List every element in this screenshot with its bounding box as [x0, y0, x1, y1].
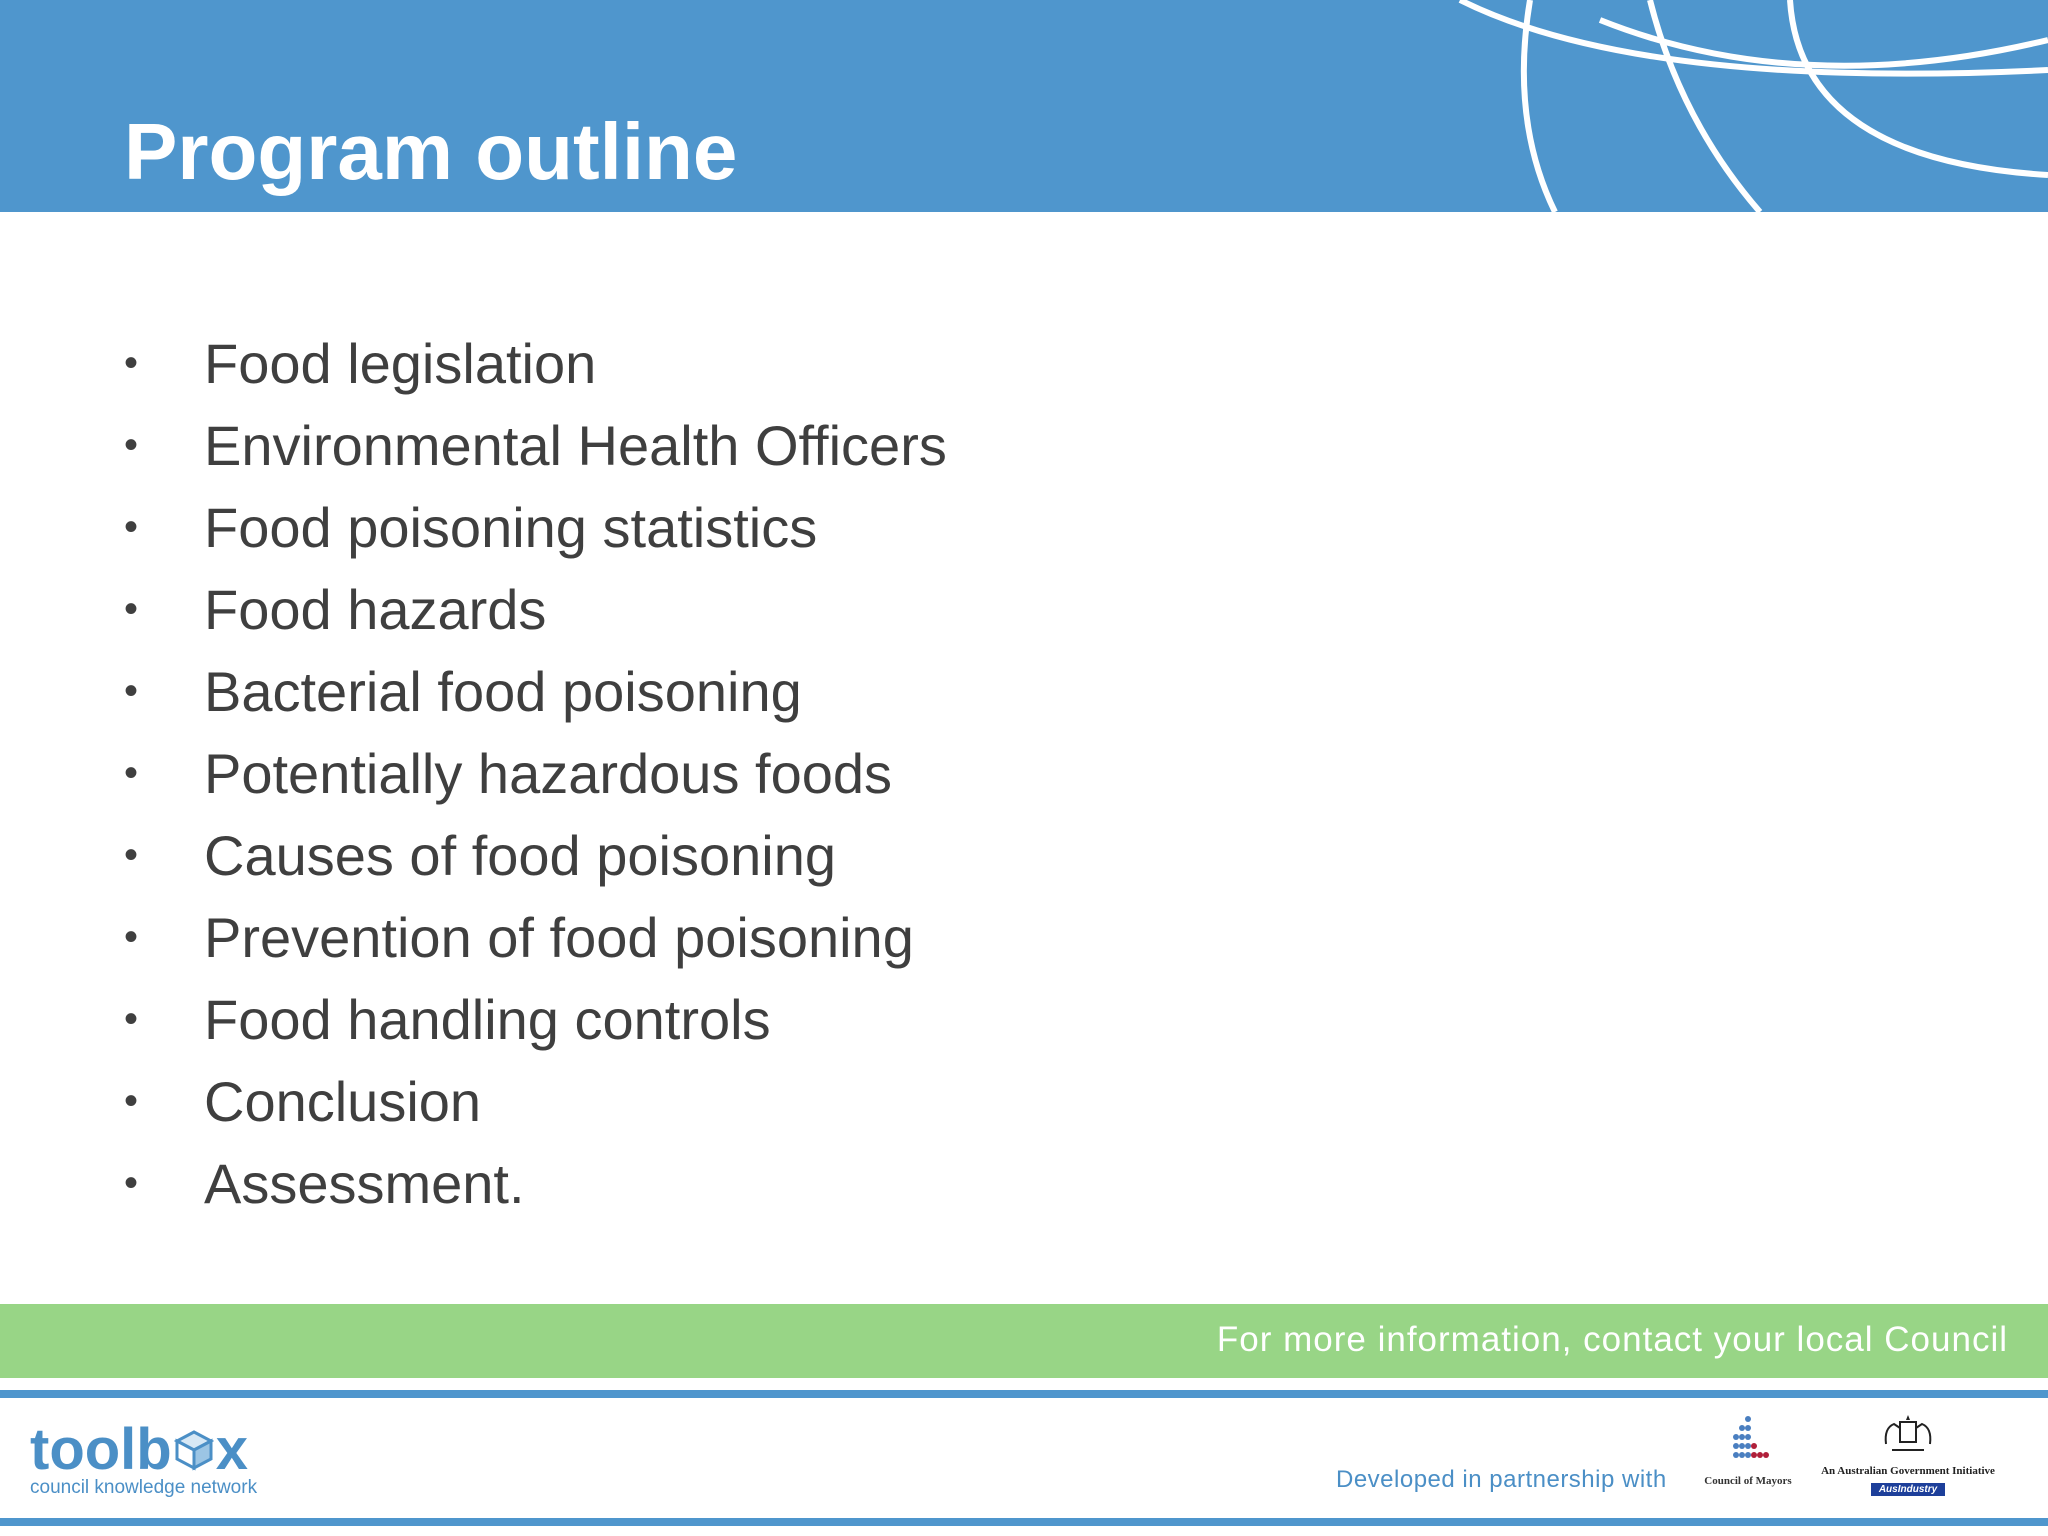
info-banner-text: For more information, contact your local Council — [1216, 1320, 2008, 1359]
bullet-item — [124, 486, 947, 568]
bullet-item — [124, 322, 947, 404]
cube-icon — [174, 1429, 214, 1471]
bullet-dot: • — [124, 586, 139, 631]
council-of-mayors-logo — [1700, 1414, 1796, 1487]
bullet-text: Food hazards — [204, 577, 547, 641]
bullet-dot: • — [124, 1078, 139, 1123]
bullet-item — [124, 404, 947, 486]
bullet-text: Bacterial food poisoning — [204, 659, 802, 723]
bullet-item — [124, 1142, 947, 1224]
bullet-text: Environmental Health Officers — [204, 413, 947, 477]
bullet-item — [124, 978, 947, 1060]
info-banner — [0, 1304, 2048, 1378]
bullet-text: Causes of food poisoning — [204, 823, 836, 887]
bullet-item — [124, 650, 947, 732]
bullet-dot: • — [124, 340, 139, 385]
council-of-mayors-label: Council of Mayors — [1704, 1475, 1792, 1487]
bullet-item — [124, 1060, 947, 1142]
bullet-list — [124, 322, 947, 1224]
toolbox-wordmark — [30, 1417, 257, 1482]
bullet-text: Assessment. — [204, 1151, 525, 1215]
toolbox-logo — [30, 1417, 258, 1498]
bullet-item — [124, 814, 947, 896]
bullet-dot: • — [124, 996, 139, 1041]
slide-header — [0, 0, 2048, 212]
footer-divider-top — [0, 1390, 2048, 1398]
partner-text: Developed in partnership with — [1336, 1466, 1667, 1493]
bullet-dot: • — [124, 422, 139, 467]
bullet-item — [124, 732, 947, 814]
bullet-dot: • — [124, 832, 139, 877]
bullet-dot: • — [124, 914, 139, 959]
bullet-text: Potentially hazardous foods — [204, 741, 892, 805]
footer-divider-bottom — [0, 1518, 2048, 1526]
bullet-item — [124, 896, 947, 978]
bullet-text: Food handling controls — [204, 987, 771, 1051]
ausindustry-badge: AusIndustry — [1871, 1483, 1945, 1496]
toolbox-word-right: x — [215, 1417, 248, 1482]
bullet-dot: • — [124, 504, 139, 549]
bullet-text: Food poisoning statistics — [204, 495, 818, 559]
bullet-dot: • — [124, 668, 139, 713]
australian-government-logo — [1818, 1414, 1998, 1497]
slide-title: Program outline — [124, 107, 738, 196]
gov-initiative-label: An Australian Government Initiative — [1821, 1465, 1995, 1477]
bullet-text: Prevention of food poisoning — [204, 905, 914, 969]
bullet-item — [124, 568, 947, 650]
coat-of-arms-icon — [1876, 1414, 1940, 1458]
bullet-text: Conclusion — [204, 1069, 482, 1133]
bullet-dot: • — [124, 750, 139, 795]
toolbox-word-left: toolb — [30, 1417, 172, 1482]
bullet-text: Food legislation — [204, 331, 597, 395]
dot-grid-icon — [1718, 1414, 1778, 1470]
bullet-dot: • — [124, 1160, 139, 1205]
toolbox-tagline: council knowledge network — [30, 1477, 258, 1498]
